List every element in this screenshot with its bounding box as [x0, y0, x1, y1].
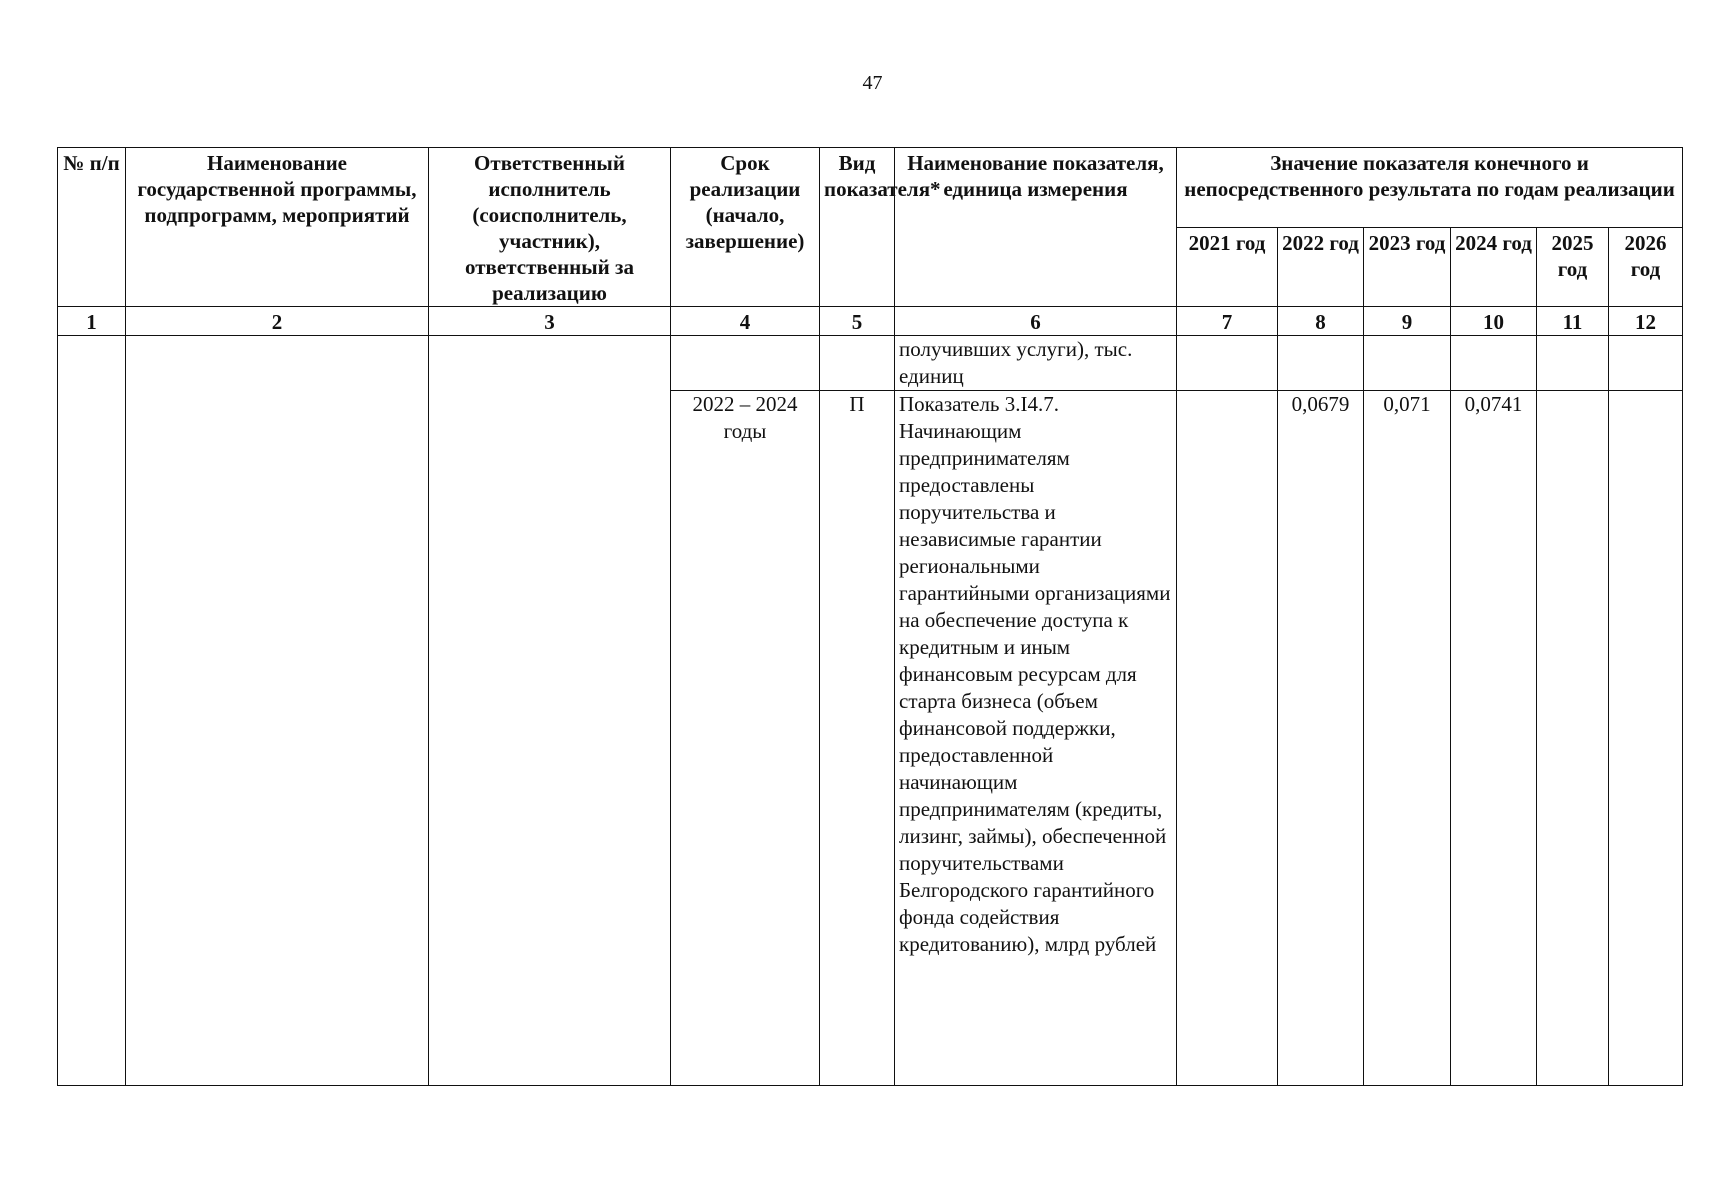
cell-value-2021 — [1177, 391, 1278, 1086]
column-numbers-row — [58, 307, 1683, 336]
cell-value-2024: 0,0741 — [1451, 391, 1537, 1086]
indicator-table — [57, 147, 1683, 1086]
cell-value-2021 — [1177, 336, 1278, 391]
header-values-group: Значение показателя конечного и непосредственного результата по годам реализации — [1177, 148, 1683, 228]
header-term: Срок реализации (начало, завершение) — [671, 148, 820, 307]
cell-executor — [429, 336, 671, 1086]
cell-number — [58, 336, 126, 1086]
cell-value-2026 — [1609, 336, 1683, 391]
cell-value-2024 — [1451, 336, 1537, 391]
cell-value-2022: 0,0679 — [1278, 391, 1364, 1086]
column-number: 1 — [58, 307, 126, 336]
header-year-2025: 2025 год — [1537, 227, 1609, 307]
cell-value-2025 — [1537, 391, 1609, 1086]
cell-indicator-name: Показатель 3.I4.7. Начинающим предпринимателям предоставлены поручительства и независимые гарантии региональными гарантийными организациями на обеспечение доступа к кредитным и иным финансовым ресурсам для старта бизнеса (объем финансовой поддержки, предоставленной начинающим предпринимателям (кредиты, лизинг, займы), обеспеченной поручительствами Белгородского гарантийного фонда содействия кредитованию), млрд рублей — [895, 391, 1177, 1086]
column-number: 11 — [1537, 307, 1609, 336]
column-number: 2 — [126, 307, 429, 336]
table-row — [58, 336, 1683, 391]
header-year-2022: 2022 год — [1278, 227, 1364, 307]
cell-term — [671, 336, 820, 391]
column-number: 4 — [671, 307, 820, 336]
header-year-2024: 2024 год — [1451, 227, 1537, 307]
column-number: 8 — [1278, 307, 1364, 336]
header-indicator-name: Наименование показателя, единица измерения — [895, 148, 1177, 307]
cell-value-2022 — [1278, 336, 1364, 391]
cell-value-2025 — [1537, 336, 1609, 391]
cell-indicator-kind: П — [820, 391, 895, 1086]
header-number: № п/п — [58, 148, 126, 307]
header-program-name: Наименование государственной программы, подпрограмм, мероприятий — [126, 148, 429, 307]
column-number: 10 — [1451, 307, 1537, 336]
column-number: 9 — [1364, 307, 1451, 336]
column-number: 7 — [1177, 307, 1278, 336]
page-number: 47 — [862, 72, 883, 94]
cell-program-name — [126, 336, 429, 1086]
cell-value-2026 — [1609, 391, 1683, 1086]
cell-indicator-kind — [820, 336, 895, 391]
header-row-main — [58, 148, 1683, 228]
header-executor: Ответственный исполнитель (соисполнитель, участник), ответственный за реализацию — [429, 148, 671, 307]
column-number: 12 — [1609, 307, 1683, 336]
header-year-2023: 2023 год — [1364, 227, 1451, 307]
column-number: 6 — [895, 307, 1177, 336]
column-number: 3 — [429, 307, 671, 336]
header-indicator-kind: Вид показателя* — [820, 148, 895, 307]
cell-value-2023: 0,071 — [1364, 391, 1451, 1086]
column-number: 5 — [820, 307, 895, 336]
cell-indicator-name: получивших услуги), тыс. единиц — [895, 336, 1177, 391]
header-year-2026: 2026 год — [1609, 227, 1683, 307]
header-year-2021: 2021 год — [1177, 227, 1278, 307]
cell-term: 2022 – 2024 годы — [671, 391, 820, 1086]
cell-value-2023 — [1364, 336, 1451, 391]
